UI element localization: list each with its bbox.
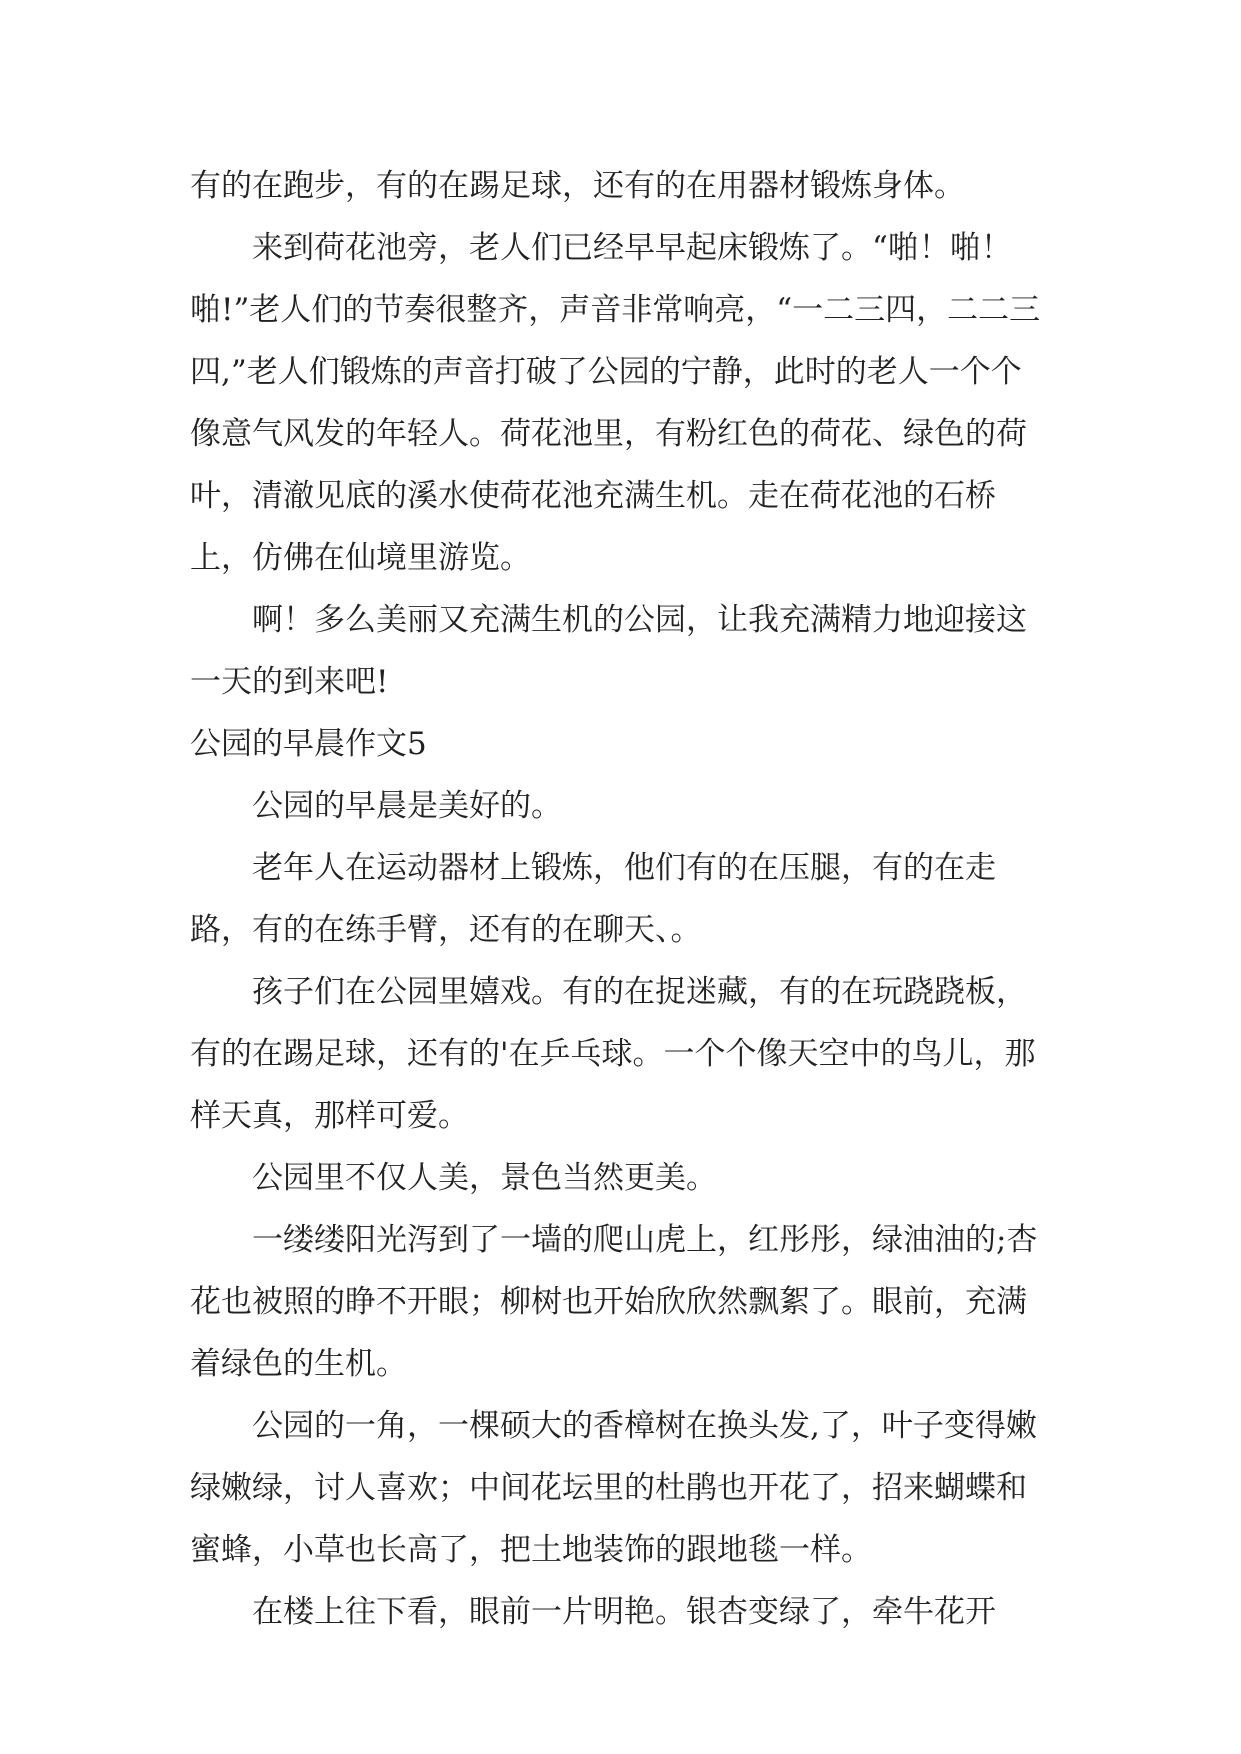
paragraph-continued: 有的在跑步，有的在踢足球，还有的在用器材锻炼身体。 xyxy=(190,168,965,204)
paragraph-children: 孩子们在公园里嬉戏。有的在捉迷藏，有的在玩跷跷板，有的在踢足球，还有的'在乒乓球。一个个像天空中的鸟儿，那样天真，那样可爱。 xyxy=(190,974,1036,1134)
essay-title: 公园的早晨作文5 xyxy=(190,726,427,762)
paragraph-lotus-pond: 来到荷花池旁，老人们已经早早起床锻炼了。“啪！啪！啪!”老人们的节奏很整齐，声音非常响亮，“一二三四，二二三四,”老人们锻炼的声音打破了公园的宁静，此时的老人一个个像意气风发的年轻人。荷花池里，有粉红色的荷花、绿色的荷叶，清澈见底的溪水使荷花池充满生机。走在荷花池的石桥上，仿佛在仙境里游览。 xyxy=(190,230,1041,576)
paragraph-scenery-intro: 公园里不仅人美，景色当然更美。 xyxy=(252,1160,717,1196)
paragraph-elderly: 老年人在运动器材上锻炼，他们有的在压腿，有的在走路，有的在练手臂，还有的在聊天、。 xyxy=(190,850,996,948)
paragraph-closing-exclamation: 啊！多么美丽又充满生机的公园，让我充满精力地迎接这一天的到来吧! xyxy=(190,602,1027,700)
paragraph-camphor-tree: 公园的一角，一棵硕大的香樟树在换头发,了，叶子变得嫩绿嫩绿，讨人喜欢；中间花坛里的杜鹃也开花了，招来蝴蝶和蜜蜂，小草也长高了，把土地装饰的跟地毯一样。 xyxy=(190,1408,1037,1568)
document-body xyxy=(190,155,1050,1643)
paragraph-intro: 公园的早晨是美好的。 xyxy=(252,788,562,824)
paragraph-sunlight: 一缕缕阳光泻到了一墙的爬山虎上，红彤彤，绿油油的;杏花也被照的睁不开眼；柳树也开始欣欣然飘絮了。眼前，充满着绿色的生机。 xyxy=(190,1222,1038,1382)
paragraph-upstairs-view: 在楼上往下看，眼前一片明艳。银杏变绿了，牵牛花开 xyxy=(252,1594,996,1630)
